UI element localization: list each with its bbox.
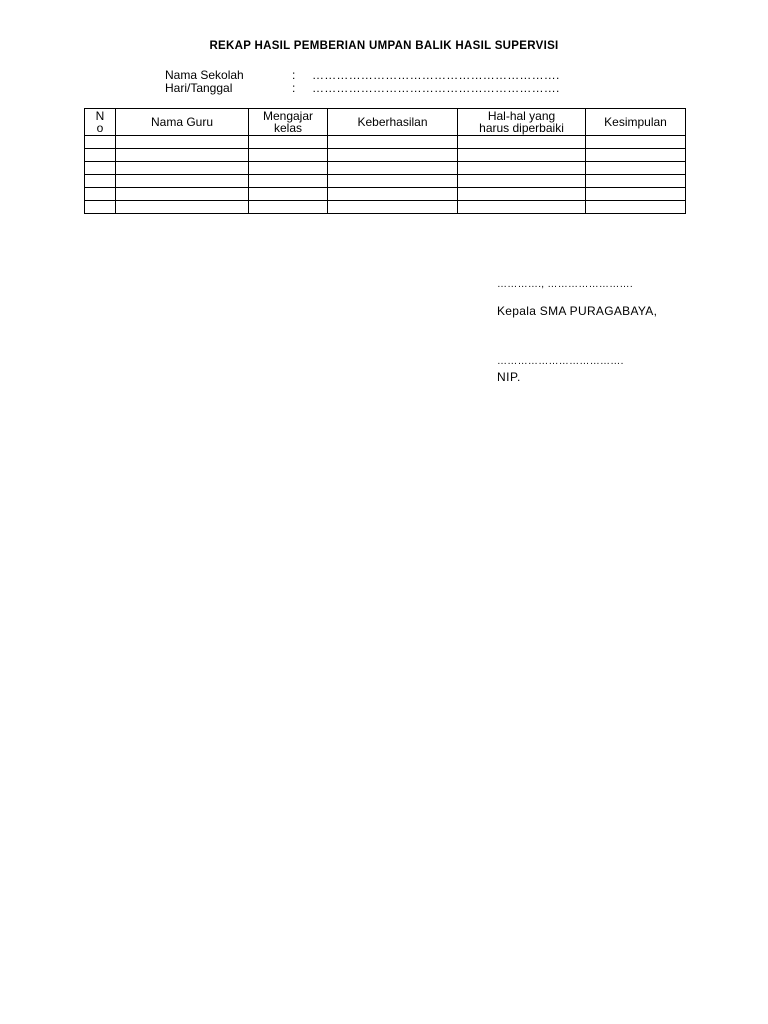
table-cell: [458, 136, 586, 149]
day-date-label: Hari/Tanggal: [165, 81, 233, 95]
table-header-row: [85, 109, 686, 136]
signature-name-line: ……………………………….: [497, 356, 624, 367]
header-nama-guru-text: Nama Guru: [150, 115, 214, 129]
table-row: [85, 162, 686, 175]
header-kesimpulan-text: Kesimpulan: [604, 115, 667, 129]
header-nama-guru: [116, 109, 249, 136]
table-cell: [458, 162, 586, 175]
table-cell: [328, 136, 458, 149]
table-cell: [116, 201, 249, 214]
table-row: [85, 175, 686, 188]
table-row: [85, 149, 686, 162]
day-date-colon: :: [292, 81, 296, 95]
header-keberhasilan-text: Keberhasilan: [357, 115, 428, 129]
signature-nip: NIP.: [497, 370, 521, 384]
header-hal-line1: Hal-hal yang: [487, 109, 556, 123]
recap-table: [84, 108, 686, 214]
table-cell: [85, 136, 116, 149]
table-cell: [116, 162, 249, 175]
table-cell: [249, 175, 328, 188]
header-hal-line2: harus diperbaiki: [479, 121, 564, 135]
table-cell: [458, 188, 586, 201]
day-date-value: …………………………………………………….: [312, 81, 560, 95]
header-mengajar-kelas: [249, 109, 328, 136]
table-cell: [116, 175, 249, 188]
table-row: [85, 201, 686, 214]
table-row: [85, 136, 686, 149]
table-cell: [249, 188, 328, 201]
header-no: [85, 109, 116, 136]
header-mengajar-line1: Mengajar: [262, 109, 314, 123]
table-cell: [458, 175, 586, 188]
header-no-line2: o: [96, 121, 104, 135]
school-name-value: …………………………………………………….: [312, 68, 560, 82]
table-cell: [458, 149, 586, 162]
table-cell: [249, 162, 328, 175]
table-cell: [116, 188, 249, 201]
table-cell: [328, 149, 458, 162]
school-name-label: Nama Sekolah: [165, 68, 244, 82]
table-cell: [85, 162, 116, 175]
table-cell: [116, 149, 249, 162]
table-cell: [249, 136, 328, 149]
document-title: REKAP HASIL PEMBERIAN UMPAN BALIK HASIL SUPERVISI: [209, 40, 559, 52]
signature-position: Kepala SMA PURAGABAYA,: [497, 304, 658, 318]
table-cell: [85, 201, 116, 214]
table-cell: [586, 175, 686, 188]
table-cell: [328, 175, 458, 188]
table-cell: [85, 175, 116, 188]
table-cell: [249, 201, 328, 214]
school-name-colon: :: [292, 68, 296, 82]
header-mengajar-line2: kelas: [273, 121, 302, 135]
header-no-line1: N: [95, 109, 105, 123]
table-cell: [586, 188, 686, 201]
table-body: [85, 136, 686, 214]
table-cell: [586, 136, 686, 149]
table-cell: [328, 162, 458, 175]
table-cell: [328, 201, 458, 214]
table-cell: [458, 201, 586, 214]
table-cell: [85, 188, 116, 201]
table-cell: [85, 149, 116, 162]
table-cell: [586, 201, 686, 214]
table-cell: [249, 149, 328, 162]
header-hal-hal: [458, 109, 586, 136]
table-cell: [586, 162, 686, 175]
table-cell: [116, 136, 249, 149]
header-keberhasilan: [328, 109, 458, 136]
table-row: [85, 188, 686, 201]
signature-place-date: …………., …………………….: [497, 279, 633, 290]
header-kesimpulan: [586, 109, 686, 136]
table-cell: [328, 188, 458, 201]
table-cell: [586, 149, 686, 162]
